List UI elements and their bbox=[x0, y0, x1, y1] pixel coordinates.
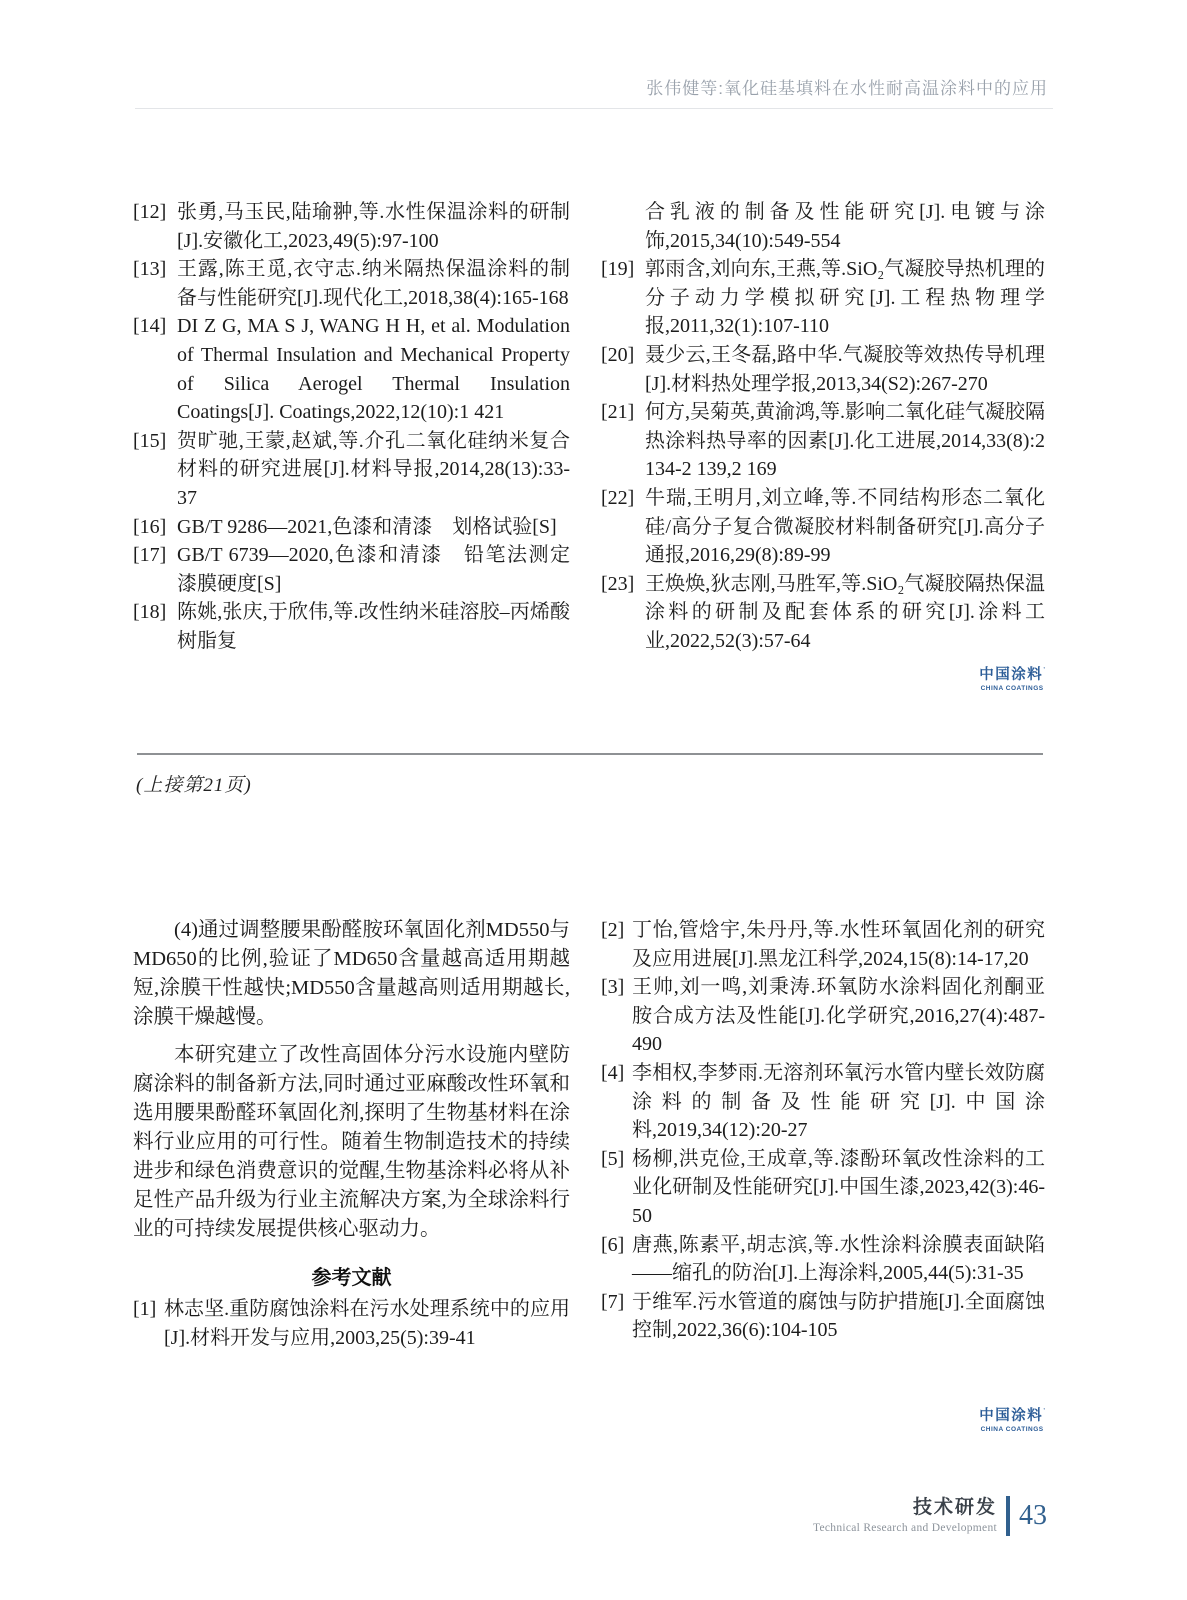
ref-number: [7] bbox=[601, 1290, 625, 1313]
ref-number: [18] bbox=[133, 601, 167, 624]
conclusion-summary-paragraph: 本研究建立了改性高固体分污水设施内壁防腐涂料的制备新方法,同时通过亚麻酸改性环氧和选用腰果酚醛环氧固化剂,探明了生物基材料在涂料行业应用的可行性。随着生物制造技术的持续进步和绿色消费意识的觉醒,生物基涂料必将从补足性产品升级为行业主流解决方案,为全球涂料行业的可持续发展提供核心驱动力。 bbox=[133, 1044, 570, 1240]
china-coatings-logo bbox=[979, 666, 1045, 693]
continued-from-note: (上接第21页) bbox=[136, 775, 252, 796]
ref-text: 何方,吴菊英,黄渝鸿,等.影响二氧化硅气凝胶隔热涂料热导率的因素[J].化工进展,2014,33(8):2 134-2 139,2 169 bbox=[645, 401, 1045, 481]
logo-trademark-tick: ’ bbox=[1043, 665, 1045, 675]
ref-21 bbox=[601, 398, 1045, 484]
ref-17 bbox=[133, 541, 570, 598]
ref-number: [1] bbox=[133, 1298, 157, 1320]
ref-text: GB/T 9286—2021,色漆和清漆 划格试验[S] bbox=[177, 515, 557, 538]
ref-18 bbox=[133, 598, 570, 655]
ref-number: [23] bbox=[601, 572, 635, 595]
logo-cn-row bbox=[979, 666, 1045, 684]
page-number: 43 bbox=[1019, 1500, 1047, 1531]
running-header bbox=[135, 74, 1053, 109]
ref-22 bbox=[601, 484, 1045, 570]
ref-13 bbox=[133, 255, 570, 312]
footer-section-block bbox=[813, 1498, 997, 1534]
ref-number: [14] bbox=[133, 315, 167, 338]
article-divider-rule bbox=[137, 753, 1043, 755]
ref-number: [2] bbox=[601, 919, 625, 941]
ref-text: 王帅,刘一鸣,刘秉涛.环氧防水涂料固化剂酮亚胺合成方法及性能[J].化学研究,2016,27(4):487-490 bbox=[632, 976, 1045, 1056]
ref-text: 唐燕,陈素平,胡志滨,等.水性涂料涂膜表面缺陷——缩孔的防治[J].上海涂料,2005,44(5):31-35 bbox=[632, 1233, 1045, 1285]
ref-23 bbox=[601, 570, 1045, 656]
ref-number: [5] bbox=[601, 1147, 625, 1170]
ref-number: [12] bbox=[133, 201, 167, 223]
lower-left-column bbox=[133, 916, 570, 1433]
ref-number: [21] bbox=[601, 401, 635, 424]
ref-number: [17] bbox=[133, 544, 167, 567]
ref-text: 张勇,马玉民,陆瑜翀,等.水性保温涂料的研制[J].安徽化工,2023,49(5):97-100 bbox=[177, 201, 570, 252]
logo-cn-text: 中国涂料 bbox=[979, 1407, 1044, 1424]
logo-cn-text: 中国涂料 bbox=[979, 666, 1044, 683]
ref-2 bbox=[601, 916, 1045, 973]
logo-trademark-tick: ’ bbox=[1043, 1406, 1045, 1416]
ref-number: [3] bbox=[601, 976, 625, 999]
ref-text: 聂少云,王冬磊,路中华.气凝胶等效热传导机理[J].材料热处理学报,2013,34(S2):267-270 bbox=[645, 343, 1045, 395]
ref-text: 李相权,李梦雨.无溶剂环氧污水管内壁长效防腐涂料的制备及性能研究[J].中国涂料,2019,34(12):20-27 bbox=[632, 1061, 1045, 1142]
refs-top-right-column bbox=[601, 198, 1045, 692]
ref-text: 丁怡,管焓宇,朱丹丹,等.水性环氧固化剂的研究及应用进展[J].黑龙江科学,2024,15(8):14-17,20 bbox=[632, 919, 1045, 970]
page-footer bbox=[813, 1496, 1047, 1536]
footer-section-title-en: Technical Research and Development bbox=[812, 1521, 997, 1534]
ref-number: [6] bbox=[601, 1233, 625, 1256]
ref-text: 王露,陈王觅,衣守志.纳米隔热保温涂料的制备与性能研究[J].现代化工,2018,38(4):165-168 bbox=[177, 258, 570, 309]
ref-text: 于维军.污水管道的腐蚀与防护措施[J].全面腐蚀控制,2022,36(6):104-105 bbox=[632, 1290, 1045, 1342]
ref-text: 杨柳,洪克俭,王成章,等.漆酚环氧改性涂料的工业化研制及性能研究[J].中国生漆,2023,42(3):46-50 bbox=[632, 1147, 1045, 1227]
references-continued-section bbox=[133, 198, 1045, 692]
ref-12 bbox=[133, 198, 570, 255]
ref-number: [16] bbox=[133, 515, 167, 538]
ref-1 bbox=[133, 1295, 570, 1352]
running-title: 张伟健等:氧化硅基填料在水性耐高温涂料中的应用 bbox=[646, 79, 1048, 98]
ref-3 bbox=[601, 973, 1045, 1059]
ref-number: [15] bbox=[133, 429, 167, 452]
ref-number: [13] bbox=[133, 258, 167, 281]
logo-en-text: CHINA COATINGS bbox=[980, 1425, 1044, 1433]
logo-en-text: CHINA COATINGS bbox=[980, 684, 1044, 692]
ref-15 bbox=[133, 427, 570, 513]
ref-19 bbox=[601, 255, 1045, 341]
ref-number: [20] bbox=[601, 343, 635, 366]
ref-text: 陈姚,张庆,于欣伟,等.改性纳米硅溶胶–丙烯酸树脂复 bbox=[177, 601, 570, 652]
ref-text: 林志坚.重防腐蚀涂料在污水处理系统中的应用[J].材料开发与应用,2003,25(5):39-41 bbox=[164, 1298, 570, 1349]
ref-text: 郭雨含,刘向东,王燕,等.SiO₂气凝胶导热机理的分子动力学模拟研究[J].工程热物理学报,2011,32(1):107-110 bbox=[645, 258, 1045, 338]
ref-text: DI Z G, MA S J, WANG H H, et al. Modulation of Thermal Insulation and Mechanical Property of Silica Aerogel Thermal Insulation Coatings[J]. Coatings,2022,12(10):1 421 bbox=[177, 315, 570, 424]
conclusion-paragraph-4: (4)通过调整腰果酚醛胺环氧固化剂MD550与MD650的比例,验证了MD650含量越高适用期越短,涂膜干性越快;MD550含量越高则适用期越长,涂膜干燥越慢。 bbox=[133, 919, 570, 1028]
ref-number: [22] bbox=[601, 486, 635, 509]
footer-section-title-cn: 技术研发 bbox=[912, 1497, 997, 1519]
ref-text: GB/T 6739—2020,色漆和清漆 铅笔法测定漆膜硬度[S] bbox=[177, 544, 570, 595]
ref-14 bbox=[133, 312, 570, 426]
ref-text: 合乳液的制备及性能研究[J].电镀与涂饰,2015,34(10):549-554 bbox=[645, 201, 1045, 252]
logo-cn-row bbox=[979, 1407, 1045, 1425]
ref-7 bbox=[601, 1288, 1045, 1345]
ref-18-continuation bbox=[601, 198, 1045, 255]
ref-16 bbox=[133, 513, 570, 542]
ref-number: [19] bbox=[601, 258, 635, 281]
ref-20 bbox=[601, 341, 1045, 398]
lower-right-column bbox=[601, 916, 1045, 1433]
ref-number: [4] bbox=[601, 1061, 625, 1084]
ref-text: 王焕焕,狄志刚,马胜军,等.SiO₂气凝胶隔热保温涂料的研制及配套体系的研究[J].涂料工业,2022,52(3):57-64 bbox=[645, 572, 1045, 652]
references-heading: 参考文献 bbox=[311, 1267, 392, 1289]
ref-text: 贺旷驰,王蒙,赵斌,等.介孔二氧化硅纳米复合材料的研究进展[J].材料导报,2014,28(13):33-37 bbox=[177, 429, 570, 509]
article-end-section bbox=[133, 916, 1045, 1433]
ref-4 bbox=[601, 1059, 1045, 1145]
ref-5 bbox=[601, 1145, 1045, 1231]
footer-divider-bar bbox=[1006, 1496, 1010, 1536]
refs-top-left-column bbox=[133, 198, 570, 692]
china-coatings-logo bbox=[979, 1407, 1045, 1434]
ref-6 bbox=[601, 1231, 1045, 1288]
ref-text: 牛瑞,王明月,刘立峰,等.不同结构形态二氧化硅/高分子复合微凝胶材料制备研究[J].高分子通报,2016,29(8):89-99 bbox=[645, 486, 1045, 567]
